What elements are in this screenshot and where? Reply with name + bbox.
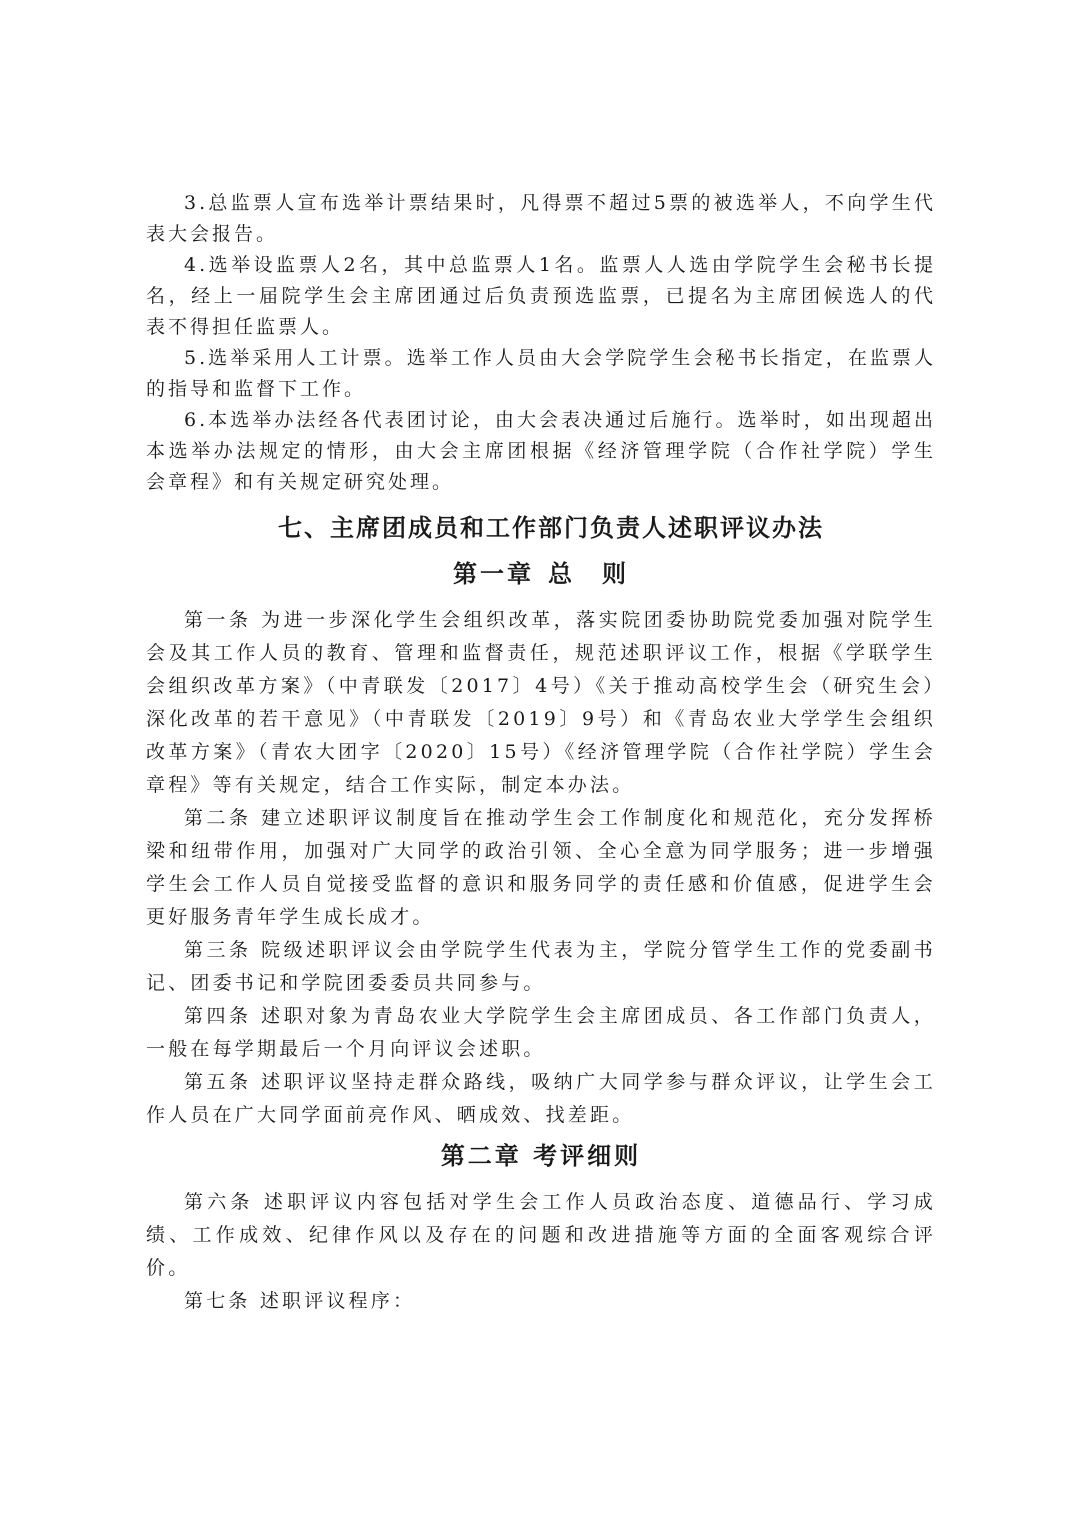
election-item-6: 6.本选举办法经各代表团讨论，由大会表决通过后施行。选举时，如出现超出本选举办法规定的情形，由大会主席团根据《经济管理学院（合作社学院）学生会章程》和有关规定研究处理。 bbox=[146, 409, 936, 493]
article-2: 第二条 建立述职评议制度旨在推动学生会工作制度化和规范化，充分发挥桥梁和纽带作用，加强对广大同学的政治引领、全心全意为同学服务；进一步增强学生会工作人员自觉接受监督的意识和服务同学的责任感和价值感，促进学生会更好服务青年学生成长成才。 bbox=[146, 807, 936, 928]
article-7: 第七条 述职评议程序： bbox=[184, 1290, 416, 1312]
election-rules-continued bbox=[146, 188, 936, 498]
chapter-1-articles bbox=[146, 604, 936, 1132]
election-item-3: 3.总监票人宣布选举计票结果时，凡得票不超过5票的被选举人，不向学生代表大会报告。 bbox=[146, 192, 936, 245]
section-title: 七、主席团成员和工作部门负责人述职评议办法 bbox=[278, 514, 824, 542]
chapter-1-number: 第一章 bbox=[453, 560, 534, 588]
election-item-4: 4.选举设监票人2名，其中总监票人1名。监票人人选由学院学生会秘书长提名，经上一届院学生会主席团通过后负责预选监票，已提名为主席团候选人的代表不得担任监票人。 bbox=[146, 254, 936, 338]
article-6: 第六条 述职评议内容包括对学生会工作人员政治态度、道德品行、学习成绩、工作成效、纪律作风以及存在的问题和改进措施等方面的全面客观综合评价。 bbox=[146, 1191, 936, 1279]
election-item-5: 5.选举采用人工计票。选举工作人员由大会学院学生会秘书长指定，在监票人的指导和监督下工作。 bbox=[146, 347, 936, 400]
article-1: 第一条 为进一步深化学生会组织改革，落实院团委协助院党委加强对院学生会及其工作人员的教育、管理和监督责任，规范述职评议工作，根据《学联学生会组织改革方案》（中青联发〔2017〕4号）《关于推动高校学生会（研究生会）深化改革的若干意见》（中青联发〔2019〕9号）和《青岛农业大学学生会组织改革方案》（青农大团字〔2020〕15号）《经济管理学院（合作社学院）学生会章程》等有关规定，结合工作实际，制定本办法。 bbox=[146, 609, 936, 796]
document-body bbox=[146, 188, 936, 1318]
article-4: 第四条 述职对象为青岛农业大学院学生会主席团成员、各工作部门负责人，一般在每学期最后一个月向评议会述职。 bbox=[146, 1005, 936, 1060]
chapter-1-name: 总 则 bbox=[548, 560, 629, 588]
chapter-1-title bbox=[146, 552, 936, 596]
article-3: 第三条 院级述职评议会由学院学生代表为主，学院分管学生工作的党委副书记、团委书记和学院团委委员共同参与。 bbox=[146, 939, 936, 994]
chapter-2-articles bbox=[146, 1186, 936, 1318]
chapter-2-title: 第二章 考评细则 bbox=[440, 1142, 642, 1170]
article-5: 第五条 述职评议坚持走群众路线，吸纳广大同学参与群众评议，让学生会工作人员在广大同学面前亮作风、晒成效、找差距。 bbox=[146, 1071, 936, 1126]
